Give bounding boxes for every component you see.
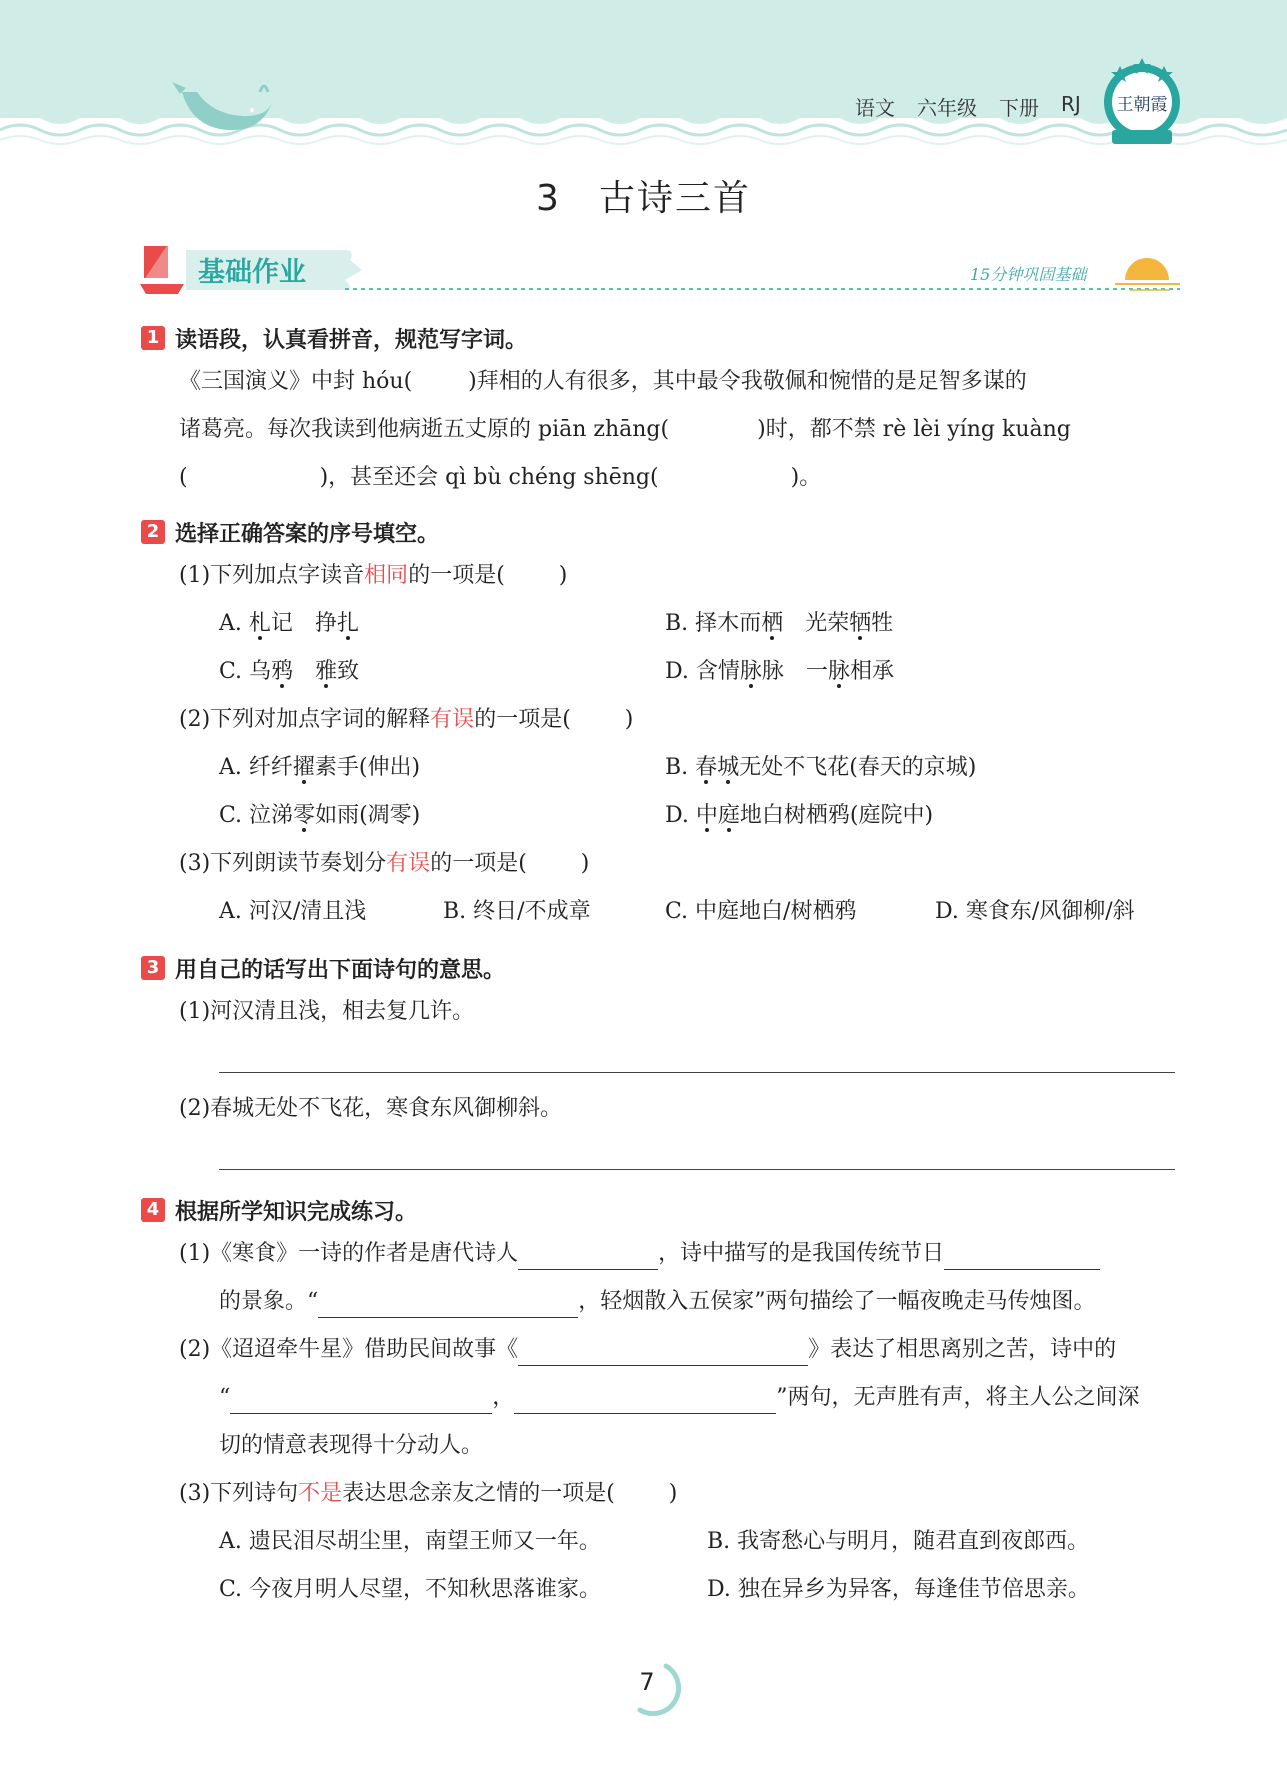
option-text: 纤纤 (248, 755, 293, 780)
question-prompt: 选择正确答案的序号填空。 (175, 521, 440, 547)
worksheet-content (141, 318, 1175, 1614)
option-text: 一 (805, 659, 828, 684)
q1-line-3 (141, 454, 1175, 502)
q3-sub-1: (1)河汉清且浅，相去复几许。 (179, 999, 475, 1024)
option-text: 泣涕 (249, 803, 294, 828)
option-a[interactable]: A. 遗民泪尽胡尘里，南望王师又一年。 (219, 1529, 601, 1554)
question-number: 1 (141, 326, 165, 350)
option-text: 脉 (761, 659, 784, 684)
question-number: 2 (141, 520, 165, 544)
q4-sub-3 (141, 1470, 1175, 1518)
option-a[interactable] (219, 744, 665, 792)
option-text: 含情 (695, 659, 740, 684)
option-text: 乌 (249, 659, 272, 684)
question-number: 3 (141, 956, 165, 980)
dotted-char: 栖 (761, 611, 784, 636)
question-3-heading (141, 948, 1175, 988)
q4-text: 》表达了相思离别之苦，诗中的 (808, 1337, 1117, 1362)
option-b[interactable] (665, 600, 893, 648)
dotted-char: 城 (717, 755, 740, 780)
q1-text: ( (179, 465, 188, 490)
option-text: 致 (337, 659, 360, 684)
q4-s3-options-row-1 (141, 1518, 1175, 1566)
option-d[interactable]: D. 独在异乡为异客，每逢佳节倍思亲。 (707, 1577, 1090, 1602)
dotted-char: 扎 (336, 611, 359, 636)
q1-line-1 (141, 358, 1175, 406)
q4-sub-2-line-3: 切的情意表现得十分动人。 (219, 1433, 484, 1458)
q2-s1-options-row-2 (141, 648, 1175, 696)
q2-s2-options-row-1 (141, 744, 1175, 792)
dotted-char: 鸦 (271, 659, 294, 684)
q1-text: )。 (790, 465, 822, 490)
q1-text: )拜相的人有很多，其中最令我敬佩和惋惜的是足智多谋的 (468, 369, 1027, 394)
brand-badge-logo (1100, 56, 1184, 152)
option-text: 无处不飞花(春天的京城) (739, 755, 977, 780)
q4-s3-options-row-2 (141, 1566, 1175, 1614)
option-label: C. (219, 803, 243, 828)
q2-text: (1)下列加点字读音 (179, 563, 365, 588)
option-text: 牲 (871, 611, 894, 636)
question-1-heading (141, 318, 1175, 358)
q4-text: ，轻烟散入五侯家”两句描绘了一幅夜晚走马传烛图。 (578, 1289, 1096, 1314)
q1-text: )时，都不禁 rè lèi yíng kuàng (757, 417, 1071, 442)
option-c[interactable] (219, 648, 665, 696)
highlight-text: 有误 (430, 707, 475, 732)
question-2-heading (141, 512, 1175, 552)
question-prompt: 读语段，认真看拼音，规范写字词。 (175, 327, 528, 353)
q2-text: ) (580, 851, 590, 876)
q1-line-2 (141, 406, 1175, 454)
dotted-char: 牺 (849, 611, 872, 636)
option-label: D. (665, 659, 689, 684)
option-b[interactable]: B. 我寄愁心与明月，随君直到夜郎西。 (707, 1529, 1090, 1554)
q2-sub-1 (141, 552, 1175, 600)
page-number: 7 (639, 1668, 655, 1696)
q2-text: ) (558, 563, 568, 588)
q2-sub-3 (141, 840, 1175, 888)
q4-text: 的景象。“ (219, 1289, 319, 1314)
answer-line[interactable] (219, 1133, 1175, 1170)
q4-sub-1-line-1 (141, 1230, 1175, 1278)
q4-sub-2-line-1 (141, 1326, 1175, 1374)
dotted-char: 春 (695, 755, 718, 780)
option-c[interactable] (219, 792, 665, 840)
q4-text: (1)《寒食》一诗的作者是唐代诗人 (179, 1241, 519, 1266)
q4-sub-1-line-2 (141, 1278, 1175, 1326)
option-label: A. (219, 755, 242, 780)
dotted-char: 中 (695, 803, 718, 828)
highlight-text: 不是 (298, 1481, 343, 1506)
grade-label: 六年级 (917, 96, 977, 120)
dotted-char: 札 (248, 611, 271, 636)
answer-blank[interactable] (518, 1239, 658, 1270)
dotted-char: 庭 (717, 803, 740, 828)
q4-text: (3)下列诗句 (179, 1481, 299, 1506)
dotted-char: 脉 (827, 659, 850, 684)
option-label: B. (665, 611, 689, 636)
lesson-title: 3 古诗三首 (536, 178, 751, 219)
option-text: 记 (270, 611, 293, 636)
q4-text: ，诗中描写的是我国传统节日 (658, 1241, 945, 1266)
option-b[interactable]: B. 终日/不成章 (443, 899, 591, 924)
option-a[interactable] (219, 600, 665, 648)
q4-text: “ (219, 1385, 231, 1410)
q2-sub-2 (141, 696, 1175, 744)
option-c[interactable]: C. 今夜月明人尽望，不知秋思落谁家。 (219, 1577, 602, 1602)
q4-sub-2-line-2 (141, 1374, 1175, 1422)
q2-text: (3)下列朗读节奏划分 (179, 851, 387, 876)
question-prompt: 根据所学知识完成练习。 (175, 1199, 418, 1225)
dotted-char: 零 (293, 803, 316, 828)
section-label: 基础作业 (198, 257, 306, 288)
answer-blank[interactable] (518, 1335, 808, 1366)
whale-icon (172, 72, 282, 142)
answer-blank[interactable] (944, 1239, 1100, 1270)
book-info (855, 92, 1081, 121)
q2-text: 的一项是( (408, 563, 505, 588)
option-label: B. (665, 755, 689, 780)
option-a[interactable]: A. 河汉/清且浅 (219, 899, 367, 924)
q4-text: ) (668, 1481, 678, 1506)
q4-text: 表达思念亲友之情的一项是( (342, 1481, 615, 1506)
dotted-char: 雅 (315, 659, 338, 684)
edition-label: RJ (1061, 92, 1081, 116)
option-text: 地白树栖鸦(庭院中) (739, 803, 934, 828)
section-tip: 15分钟巩固基础 (970, 265, 1087, 284)
q1-text: 诸葛亮。每次我读到他病逝五丈原的 piān zhāng( (179, 417, 670, 442)
question-prompt: 用自己的话写出下面诗句的意思。 (175, 957, 506, 983)
option-d[interactable] (665, 792, 933, 840)
q2-s2-options-row-2 (141, 792, 1175, 840)
option-text: 相承 (849, 659, 894, 684)
answer-blank[interactable] (514, 1383, 776, 1414)
subject-label: 语文 (855, 96, 895, 120)
q2-text: ) (624, 707, 634, 732)
option-c[interactable]: C. 中庭地白/树栖鸦 (665, 899, 857, 924)
q4-text: ”两句，无声胜有声，将主人公之间深 (776, 1385, 1140, 1410)
option-label: A. (219, 611, 242, 636)
question-4-heading (141, 1190, 1175, 1230)
option-label: C. (219, 659, 243, 684)
q4-text: ， (492, 1385, 515, 1410)
option-text: 择木而 (695, 611, 762, 636)
q2-s3-options (141, 888, 1175, 936)
brand-name: 王朝霞 (1116, 95, 1168, 115)
option-d[interactable] (665, 648, 894, 696)
q1-text: 《三国演义》中封 hóu( (179, 369, 413, 394)
q2-text: 的一项是( (430, 851, 527, 876)
q4-text: (2)《迢迢牵牛星》借助民间故事《 (179, 1337, 519, 1362)
option-d[interactable]: D. 寒食东/风御柳/斜 (935, 899, 1135, 924)
q1-text: )，甚至还会 qì bù chéng shēng( (319, 465, 659, 490)
highlight-text: 有误 (386, 851, 431, 876)
option-text: 如雨(凋零) (315, 803, 421, 828)
q3-sub-2: (2)春城无处不飞花，寒食东风御柳斜。 (179, 1096, 563, 1121)
volume-label: 下册 (999, 96, 1039, 120)
q2-text: 的一项是( (474, 707, 571, 732)
answer-line[interactable] (219, 1036, 1175, 1073)
option-b[interactable] (665, 744, 976, 792)
option-text: 挣 (314, 611, 337, 636)
dotted-char: 擢 (292, 755, 315, 780)
question-number: 4 (141, 1198, 165, 1222)
highlight-text: 相同 (364, 563, 409, 588)
option-text: 光荣 (805, 611, 850, 636)
q2-s1-options-row-1 (141, 600, 1175, 648)
q2-text: (2)下列对加点字词的解释 (179, 707, 431, 732)
dotted-char: 脉 (739, 659, 762, 684)
answer-blank[interactable] (230, 1383, 492, 1414)
option-label: D. (665, 803, 689, 828)
option-text: 素手(伸出) (314, 755, 421, 780)
answer-blank[interactable] (318, 1287, 578, 1318)
